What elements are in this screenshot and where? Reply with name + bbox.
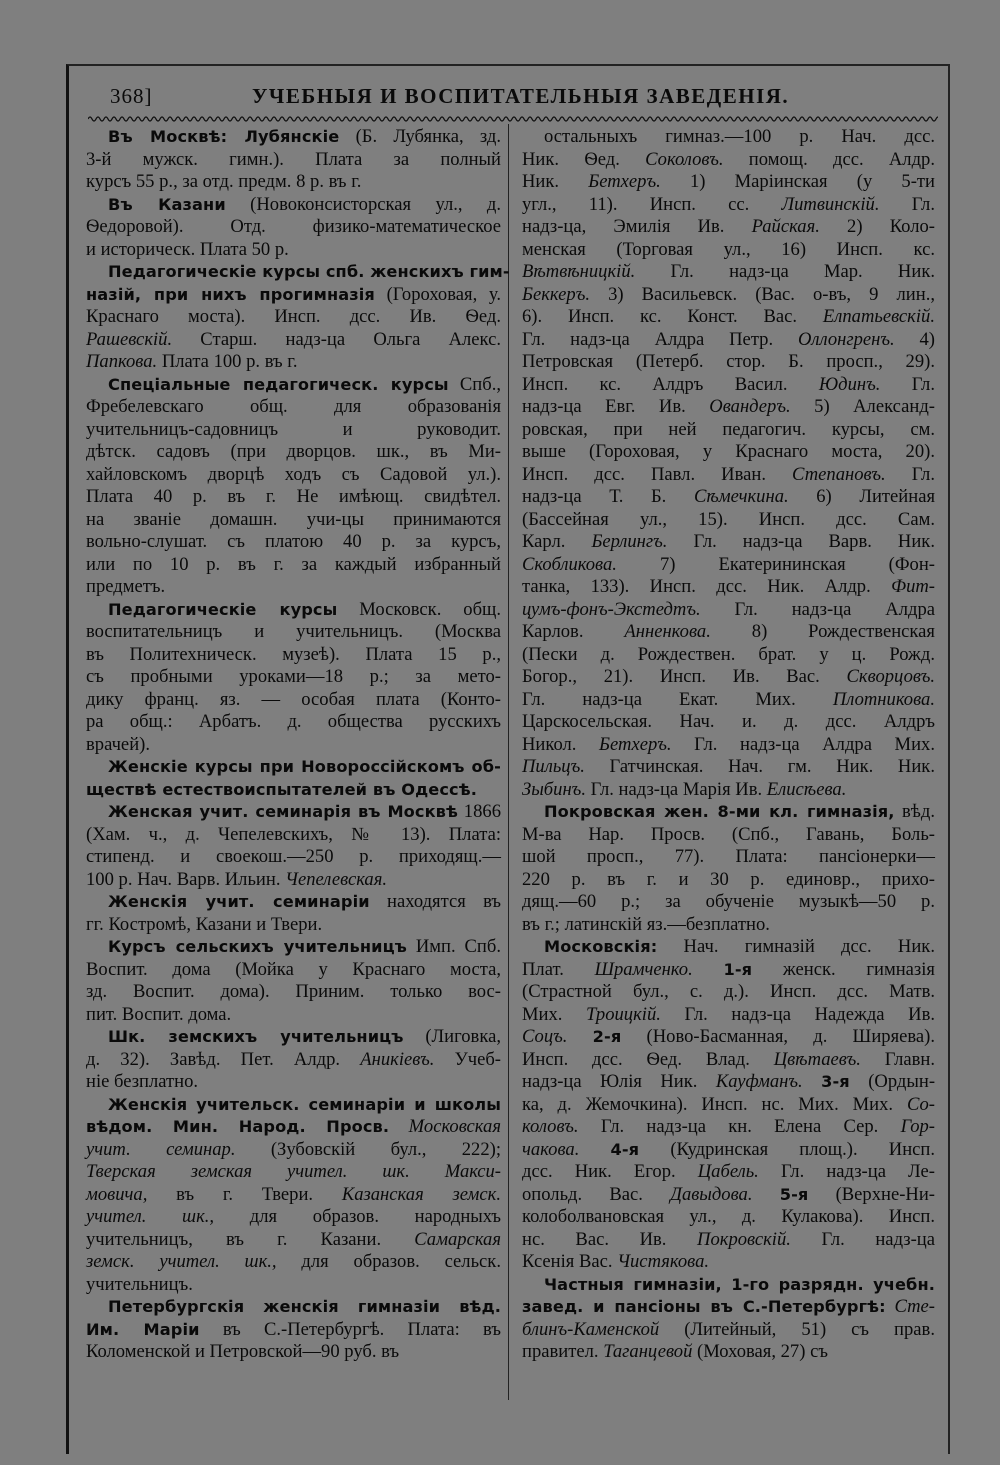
left-entry xyxy=(86,126,501,194)
text-line: менская (Торговая ул., 16) Инсп. кс. xyxy=(522,238,935,260)
text-line: надз-ца Т. Б. Сѣмечкина. 6) Литейная xyxy=(522,486,936,507)
left-entry xyxy=(86,936,501,1026)
text-line: (Бассейная ул., 15). Инсп. дсс. Сам. xyxy=(522,508,935,530)
text-line: Ник. Бетхеръ. 1) Маріинская (у 5-ти xyxy=(522,171,935,192)
text-line: земск. учител. шк., для образов. сельск. xyxy=(86,1251,501,1272)
header-wavy-rule xyxy=(88,114,938,124)
text-line: Московскія: Нач. гимназій дсс. Ник. xyxy=(544,936,935,957)
left-entry xyxy=(86,891,501,936)
text-line: учител. шк., для образов. народныхъ xyxy=(86,1206,502,1227)
text-line: учительницъ, въ г. Казани. Самарская xyxy=(86,1228,501,1250)
text-line: Гл. надз-ца Екат. Мих. Плотникова. xyxy=(522,688,935,710)
left-entry xyxy=(86,1026,501,1094)
text-line: цумъ-фонъ-Экстедтъ. Гл. надз-ца Алдра xyxy=(522,598,935,620)
text-line: завед. и пансіоны въ С.-Петербургѣ: Сте- xyxy=(522,1296,935,1317)
left-entry xyxy=(86,1296,501,1364)
text-line: Беккеръ. 3) Васильевск. (Вас. о-въ, 9 лин., xyxy=(522,283,935,305)
text-line: Ник. Ѳед. Соколовъ. помощ. дсс. Алдр. xyxy=(522,148,935,170)
text-line: Петровская (Петерб. стор. Б. просп., 29). xyxy=(522,351,935,372)
text-line: гг. Костромѣ, Казани и Твери. xyxy=(86,913,323,935)
text-line: вѣдом. Мин. Народ. Просв. Московская xyxy=(86,1116,501,1137)
text-line: Карлов. Анненкова. 8) Рождественская xyxy=(522,621,935,642)
text-line: Женскіе курсы при Новороссійскомъ об- xyxy=(108,757,501,776)
text-line: стипенд. и своекош.—250 р. приходящ.— xyxy=(86,846,501,867)
text-line: Богор., 21). Инсп. Ив. Вас. Скворцовъ. xyxy=(522,666,935,687)
text-line: Краснаго моста). Инсп. дсс. Ив. Ѳед. xyxy=(86,306,501,327)
text-line: Женскія учительск. семинаріи и школы xyxy=(108,1094,501,1114)
right-column xyxy=(522,126,935,1364)
text-line: врачей). xyxy=(86,733,150,755)
text-line: пит. Воспит. дома. xyxy=(86,1003,232,1025)
text-line: Им. Маріи въ С.-Петербургѣ. Плата: въ xyxy=(86,1318,501,1340)
text-line: или по 10 р. въ г. за каждый избранный xyxy=(86,553,501,575)
text-line: дсс. Ник. Егор. Цабель. Гл. надз-ца Ле- xyxy=(522,1161,935,1182)
text-line: Никол. Бетхеръ. Гл. надз-ца Алдра Мих. xyxy=(522,733,935,755)
text-line: колоболвановская ул., д. Кулакова). Инсп. xyxy=(522,1206,935,1227)
text-line: Въ Казани (Новоконсисторская ул., д. xyxy=(108,193,501,215)
text-line: дящ.—60 р.; за обученіе музыкѣ—50 р. xyxy=(522,891,935,912)
text-line: Ксенія Вас. Чистякова. xyxy=(522,1251,710,1272)
text-line: съ пробными уроками—18 р.; за мето- xyxy=(86,666,501,687)
text-line: курсъ 55 р., за отд. предм. 8 р. въ г. xyxy=(86,171,362,192)
text-line: Воспит. дома (Мойка у Краснаго моста, xyxy=(86,958,501,980)
left-entry xyxy=(86,261,510,374)
text-line: ніе безплатно. xyxy=(86,1071,199,1092)
text-line: Инсп. дсс. Ѳед. Влад. Цвѣтаевъ. Главн. xyxy=(522,1048,935,1070)
text-line: выше (Гороховая, у Краснаго моста, 20). xyxy=(522,441,935,462)
text-line: Женская учит. семинарія въ Москвѣ 1866 xyxy=(108,801,501,822)
text-line: Курсъ сельскихъ учительницъ Имп. Спб. xyxy=(108,936,501,957)
text-line: Инсп. дсс. Павл. Иван. Степановъ. Гл. xyxy=(522,463,935,485)
right-entry xyxy=(522,1274,935,1364)
text-line: дику франц. яз. — особая плата (Конто- xyxy=(86,688,501,710)
text-line: на званіе домашн. учи-цы принимаются xyxy=(86,508,501,530)
text-line: мовича, въ г. Твери. Казанская земск. xyxy=(86,1183,501,1205)
text-line: Папкова. Плата 100 р. въ г. xyxy=(86,351,298,372)
text-line: М-ва Нар. Просв. (Спб., Гавань, Боль- xyxy=(522,823,935,845)
text-line: 100 р. Нач. Варв. Ильин. Чепелевская. xyxy=(86,868,388,890)
text-line: Фребелевскаго общ. для образованія xyxy=(86,396,501,417)
text-line: Въ Москвѣ: Лубянскіе (Б. Лубянка, зд. xyxy=(108,126,502,147)
page-header xyxy=(110,84,930,114)
text-line: Пильцъ. Гатчинская. Нач. гм. Ник. Ник. xyxy=(522,756,935,777)
page-number: 368] xyxy=(110,84,153,108)
text-line: надз-ца Евг. Ив. Овандеръ. 5) Александ- xyxy=(522,396,935,417)
text-line: дѣтск. садовъ (при дворцов. шк., въ Ми- xyxy=(86,441,501,462)
right-entry xyxy=(522,126,935,801)
text-line: въ г.; латинскій яз.—безплатно. xyxy=(522,913,770,935)
text-line: воспитательницъ и учительницъ. (Москва xyxy=(86,621,501,642)
text-line: Женскія учит. семинаріи находятся въ xyxy=(108,891,501,912)
text-line: блинъ-Каменской (Литейный, 51) съ прав. xyxy=(522,1318,935,1340)
text-line: учительницъ. xyxy=(86,1273,193,1295)
text-line: танка, 133). Инсп. дсс. Ник. Алдр. Фит- xyxy=(522,576,935,597)
text-line: Коломенской и Петровской—90 руб. въ xyxy=(86,1341,400,1362)
text-line: Петербургскія женскія гимназіи вѣд. xyxy=(108,1297,501,1316)
text-line: нс. Вас. Ив. Покровскій. Гл. надз-ца xyxy=(522,1228,935,1250)
text-line: Инсп. кс. Алдръ Васил. Юдинъ. Гл. xyxy=(522,373,935,395)
text-line: Вѣтвѣницкій. Гл. надз-ца Мар. Ник. xyxy=(522,261,935,282)
column-divider xyxy=(508,124,509,1400)
text-line: д. 32). Завѣд. Пет. Алдр. Аникіевъ. Учеб- xyxy=(86,1048,501,1070)
left-column xyxy=(86,126,510,1364)
left-entry xyxy=(86,756,501,801)
text-line: зд. Воспит. дома). Приним. только вос- xyxy=(86,981,501,1002)
text-line: Частныя гимназіи, 1-го разрядн. учебн. xyxy=(544,1274,935,1294)
running-title: УЧЕБНЫЯ И ВОСПИТАТЕЛЬНЫЯ ЗАВЕДЕНІЯ. xyxy=(252,84,790,108)
text-line: ка, д. Жемочкина). Инсп. нс. Мих. Мих. Со- xyxy=(522,1093,935,1115)
right-entry xyxy=(522,936,935,1274)
text-line: назій, при нихъ прогимназія (Гороховая, у. xyxy=(86,283,501,305)
left-entry xyxy=(86,599,501,757)
text-line: опольд. Вас. Давыдова. 5-я (Верхне-Ни- xyxy=(522,1183,935,1205)
text-line: предметъ. xyxy=(86,576,166,597)
text-line: и историческ. Плата 50 р. xyxy=(86,238,289,260)
left-entry xyxy=(86,1094,501,1297)
text-line: ществѣ естествоиспытателей въ Одессѣ. xyxy=(86,779,477,799)
text-line: вольно-слушат. съ платою 40 р. за курсъ, xyxy=(86,531,501,552)
left-entry xyxy=(86,194,501,262)
text-line: учительницъ-садовницъ и руководит. xyxy=(86,418,501,440)
text-line: Гл. надз-ца Алдра Петр. Оллонгренъ. 4) xyxy=(522,328,935,350)
text-line: Плата 40 р. въ г. Не имѣющ. свидѣтел. xyxy=(86,486,501,507)
text-line: Царскосельская. Нач. и. д. дсс. Алдръ xyxy=(522,711,935,732)
text-line: шой просп., 77). Плата: пансіонерки— xyxy=(522,846,935,867)
text-line: хайловскомъ дворцѣ ходъ съ Садовой ул.). xyxy=(86,463,501,485)
text-line: коловъ. Гл. надз-ца кн. Елена Сер. Гор- xyxy=(522,1116,935,1137)
left-entry xyxy=(86,801,501,891)
text-line: въ Политехническ. музеѣ). Плата 15 р., xyxy=(86,643,501,665)
text-line: (Пески д. Рождествен. брат. у ц. Рожд. xyxy=(522,643,935,665)
text-line: Ѳедоровой). Отд. физико-математическое xyxy=(86,216,501,237)
text-line: ровская, при ней педагогич. курсы, см. xyxy=(522,418,935,440)
text-line: чакова. 4-я (Кудринская площ.). Инсп. xyxy=(522,1138,935,1160)
text-line: 3-й мужск. гимн.). Плата за полный xyxy=(86,148,501,170)
right-entry xyxy=(522,801,935,936)
text-line: правител. Таганцевой (Моховая, 27) съ xyxy=(522,1341,828,1362)
text-line: 6). Инсп. кс. Конст. Вас. Елпатьевскій. xyxy=(522,306,935,327)
text-line: ра общ.: Арбатъ. д. общества русскихъ xyxy=(86,711,501,732)
text-line: Зыбинъ. Гл. надз-ца Марія Ив. Елисѣева. xyxy=(522,778,847,800)
text-line: Скобликова. 7) Екатерининская (Фон- xyxy=(522,553,935,575)
left-entry xyxy=(86,374,501,599)
text-line: остальныхъ гимназ.—100 р. Нач. дсс. xyxy=(544,126,935,147)
text-line: учит. семинар. (Зубовскій бул., 222); xyxy=(86,1138,501,1160)
text-line: Рашевскій. Старш. надз-ца Ольга Алекс. xyxy=(86,328,501,350)
text-line: надз-ца, Эмилія Ив. Райская. 2) Коло- xyxy=(522,216,935,237)
text-line: Покровская жен. 8-ми кл. гимназія, вѣд. xyxy=(544,801,935,822)
text-line: Карл. Берлингъ. Гл. надз-ца Варв. Ник. xyxy=(522,531,935,552)
text-line: (Страстной бул., с. д.). Инсп. дсс. Матв. xyxy=(522,981,935,1002)
text-line: угл., 11). Инсп. сс. Литвинскій. Гл. xyxy=(522,193,935,215)
text-line: Педагогическіе курсы спб. женскихъ гим- xyxy=(108,262,510,281)
text-line: (Хам. ч., д. Чепелевскихъ, № 13). Плата: xyxy=(86,823,501,845)
text-line: Тверская земская учител. шк. Макси- xyxy=(86,1161,501,1182)
text-line: 220 р. въ г. и 30 р. единовр., прихо- xyxy=(522,868,935,890)
text-line: Плат. Шрамченко. 1-я женск. гимназія xyxy=(522,958,935,980)
text-line: Соцъ. 2-я (Ново-Басманная, д. Ширяева). xyxy=(522,1026,935,1047)
text-line: Шк. земскихъ учительницъ (Лиговка, xyxy=(108,1026,501,1047)
text-line: надз-ца Юлія Ник. Кауфманъ. 3-я (Ордын- xyxy=(522,1071,936,1092)
text-line: Мих. Троицкій. Гл. надз-ца Надежда Ив. xyxy=(522,1003,936,1025)
text-line: Спеціальные педагогическ. курсы Спб., xyxy=(108,373,501,395)
text-line: Педагогическіе курсы Московск. общ. xyxy=(108,598,501,620)
